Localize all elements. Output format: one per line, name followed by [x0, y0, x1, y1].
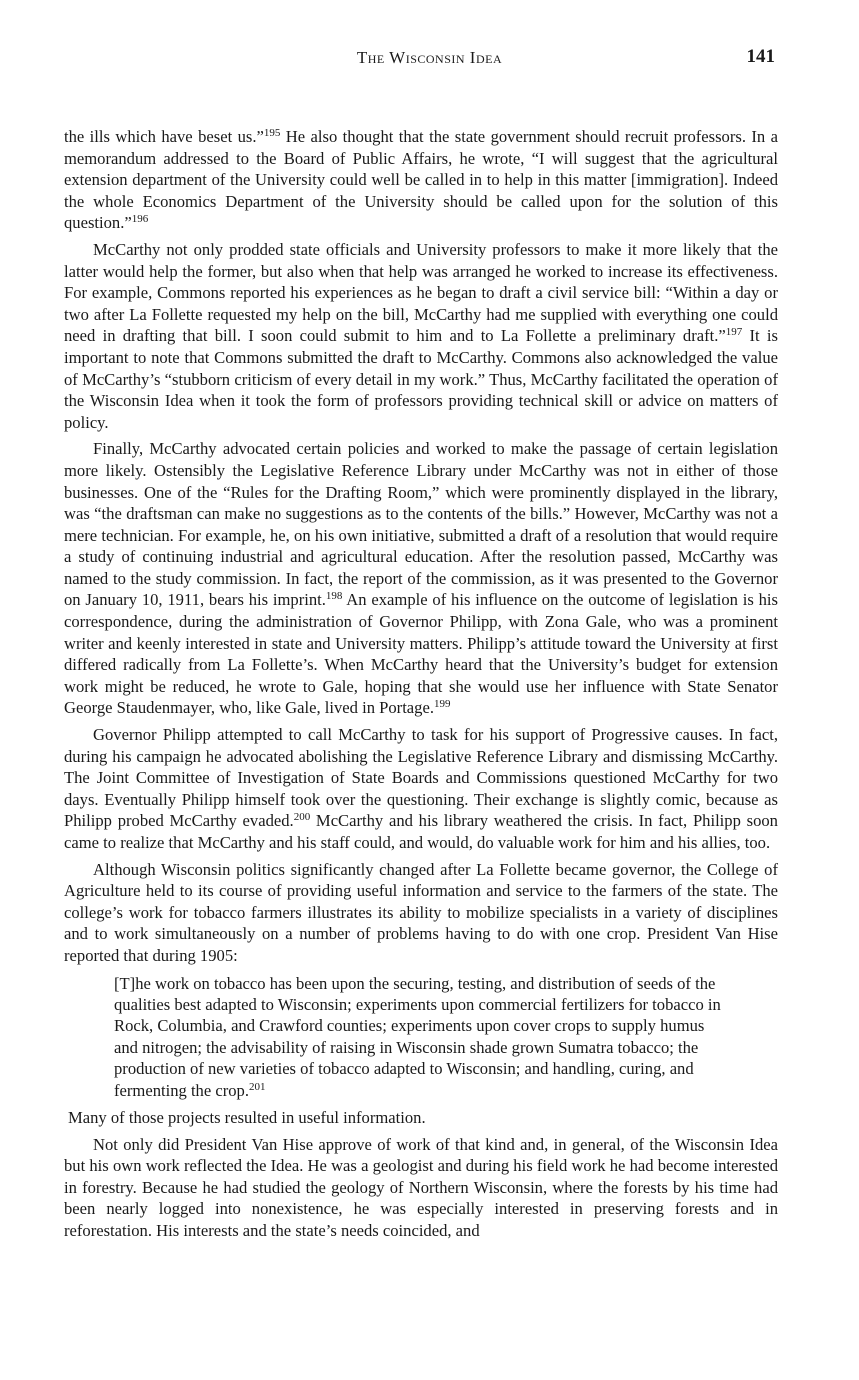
- paragraph-3: [64, 438, 778, 719]
- page-number: 141: [746, 46, 775, 67]
- running-head: [0, 46, 859, 72]
- paragraph-text: Finally, McCarthy advocated certain policies and worked to make the passage of certain legislation more likely. Ostensibly the Legislative Reference Library under McCarthy was not in either of those businesses. One of the “Rules for the Drafting Room,” which were prominently displayed in the library, was “the draftsman can make no suggestions as to the contents of the bills.” However, McCarthy was not a mere technician. For example, he, on his own initiative, submitted a draft of a resolution that would require a study of continuing industrial and agricultural education. After the resolution passed, McCarthy was named to the study commission. In fact, the report of the commission, as it was presented to the Governor on January 10, 1911, bears his imprint.: [64, 439, 778, 610]
- paragraph-6: [68, 1107, 778, 1129]
- paragraph-text: Not only did President Van Hise approve of work of that kind and, in general, of the Wisconsin Idea but his own work reflected the Idea. He was a geologist and during his field work he had become interested in forestry. Because he had studied the geology of Northern Wisconsin, where the forests by his time had been nearly logged into nonexistence, he was especially interested in preserving forests and in reforestation. His interests and the state’s needs coincided, and: [64, 1134, 778, 1240]
- block-quote: [114, 973, 732, 1101]
- footnote-ref: 201: [249, 1080, 266, 1093]
- paragraph-text: An example of his influence on the outcome of legislation is his correspondence, during the administration of Governor Philipp, with Zona Gale, who was a prominent writer and keenly interested in state and University matters. Philipp’s attitude toward the University at first differed radically from La Follette’s. When McCarthy heard that the University’s budget for extension work might be reduced, he wrote to Gale, hoping that she would use her influence with State Senator George Staudenmayer, who, like Gale, lived in Portage.: [64, 590, 778, 718]
- running-title: The Wisconsin Idea: [356, 48, 503, 67]
- footnote-ref: 198: [325, 590, 343, 603]
- paragraph-text: Many of those projects resulted in useful information.: [68, 1108, 426, 1127]
- paragraph-1: [64, 126, 778, 234]
- paragraph-5: [64, 859, 778, 967]
- paragraph-4: [64, 724, 778, 854]
- footnote-ref: 197: [725, 326, 743, 339]
- paragraph-2: [64, 239, 778, 433]
- paragraph-7: [64, 1134, 778, 1242]
- quote-text: [T]he work on tobacco has been upon the securing, testing, and distribution of seeds of the qualities best adapted to Wisconsin; experiments upon commercial fertilizers for tobacco in Rock, Columbia, and Crawford counties; experiments upon cover crops to supply humus and nitrogen; the advisability of raising in Wisconsin shade grown Sumatra tobacco; the production of new varieties of tobacco adapted to Wisconsin; and handling, curing, and fermenting the crop.: [114, 973, 721, 1100]
- paragraph-text: It is important to note that Commons submitted the draft to McCarthy. Commons also acknowledged the value of McCarthy’s “stubborn criticism of every detail in my work.” Thus, McCarthy facilitated the operation of the Wisconsin Idea when it took the form of professors providing technical skill or advice on matters of policy.: [64, 326, 778, 432]
- footnote-ref: 200: [293, 811, 311, 824]
- paragraph-text: McCarthy not only prodded state officials and University professors to make it more likely that the latter would help the former, but also when that help was arranged he worked to increase its effectiveness. For example, Commons reported his experiences as he began to draft a civil service bill: “Within a day or two after La Follette requested my help on the bill, McCarthy had me supplied with everything one could need in drafting that bill. I soon could submit to him and to La Follette a preliminary draft.”: [64, 239, 778, 346]
- paragraph-text: Governor Philipp attempted to call McCarthy to task for his support of Progressive causes. In fact, during his campaign he advocated abolishing the Legislative Reference Library and dismissing McCarthy. The Joint Committee of Investigation of State Boards and Commissions questioned McCarthy for two days. Eventually Philipp himself took over the questioning. Their exchange is slightly comic, because as Philipp probed McCarthy evaded.: [64, 725, 778, 831]
- paragraph-text: McCarthy and his library weathered the crisis. In fact, Philipp soon came to realize that McCarthy and his staff could, and would, do valuable work for him and his allies, too.: [64, 811, 778, 852]
- body-text: [64, 126, 778, 1247]
- paragraph-text: He also thought that the state government should recruit professors. In a memorandum addressed to the Board of Public Affairs, he wrote, “I will suggest that the agricultural extension department of the University could well be called in to help in this matter [immigration]. Indeed the whole Economics Department of the University should be called upon for the solution of this question.”: [64, 127, 778, 233]
- footnote-ref: 195: [263, 127, 281, 139]
- paragraph-text: the ills which have beset us.”: [64, 127, 264, 146]
- paragraph-text: Although Wisconsin politics significantly changed after La Follette became governor, the College of Agriculture held to its course of providing useful information and service to the farmers of the state. The college’s work for tobacco farmers illustrates its ability to mobilize specialists in a variety of disciplines and to work simultaneously on a number of problems having to do with one crop. President Van Hise reported that during 1905:: [64, 859, 778, 965]
- footnote-ref: 196: [131, 213, 149, 226]
- footnote-ref: 199: [433, 698, 451, 711]
